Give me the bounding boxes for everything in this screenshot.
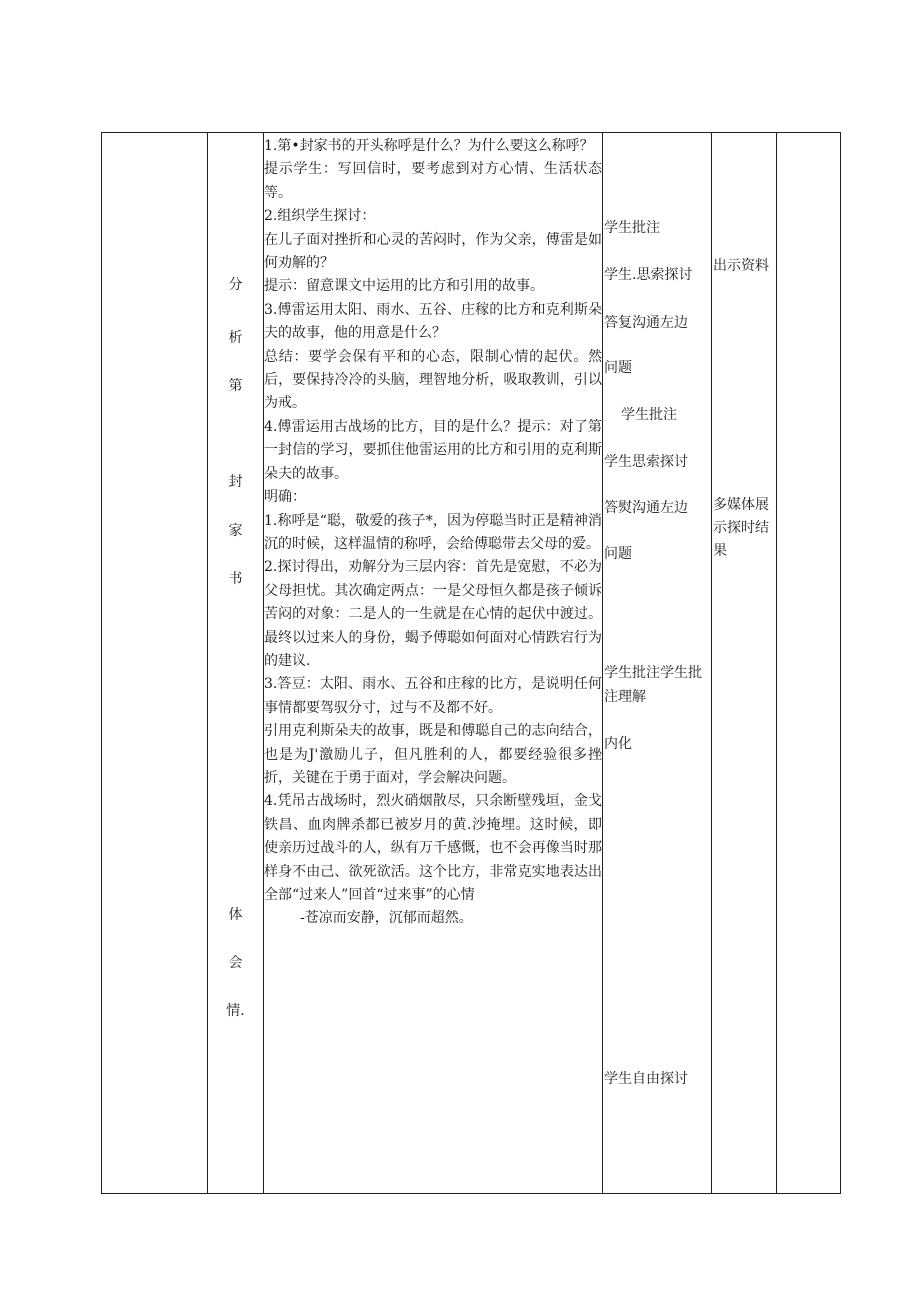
column-divider	[776, 133, 777, 1193]
content-line: 引用克利斯朵夫的故事，既是和傅聪自己的志向结合，也是为J'激励儿子，但凡胜利的人，都要经验很多挫折，关键在于勇于面对，学会解决问题。	[264, 723, 602, 786]
content-line: 总结：要学会保有平和的心态，限制心情的起伏。然后，要保持冷冷的头脑，理智地分析，吸取教训，引以为戒。	[264, 348, 602, 412]
content-line: 2.组织学生探讨：	[264, 208, 376, 225]
section-title-column	[208, 133, 263, 1193]
content-line: 2.探讨得出，劝解分为三层内容：首先是宽慰，不必为父母担忧。其次确定两点：一是父母恒久都是孩子倾诉苦闷的对象：二是人的一生就是在心情的起伏中渡过。最终以过来人的身份，蝎予傅聪如何面对心情跌宕行为的建议.	[264, 559, 602, 669]
student-activity-column	[603, 133, 711, 1193]
content-line: 在儿子面对挫折和心灵的苦闷时，作为父亲，傅雷是如何劝解的？	[264, 231, 602, 272]
student-note: 答复沟通左边	[604, 315, 688, 331]
teacher-media-column	[712, 133, 776, 1193]
content-line: 4.凭吊古战场时，烈火硝烟散尽，只余断壁残垣，金戈铁昌、血肉牌杀都已被岁月的黄.沙掩埋。这时候，即使亲历过战斗的人，纵有万千感慨，也不会再像当时那样身不由己、欲死欲活。这个比方，非常克实地表达出全部“过来人”回首“过来事”的心情	[264, 793, 602, 903]
section-title-char: 家	[228, 523, 243, 539]
teacher-note: 出示资料	[713, 258, 769, 274]
teaching-content	[264, 135, 602, 931]
student-note: 答熨沟通左边	[604, 500, 688, 516]
section-title-char: 体	[228, 907, 243, 923]
teaching-content-column	[264, 133, 602, 1193]
section-title-char: 书	[228, 571, 243, 587]
content-line: 3.答豆：太阳、雨水、五谷和庄稼的比方，是说明任何事情都要驾驭分寸，过与不及都不好。	[264, 676, 602, 716]
content-line: 1.称呼是“聪，敬爱的孩子*，因为停聪当时正是精神消沉的时候，这样温情的称呼，会给傅聪带去父母的爱。	[264, 512, 602, 552]
section-title-char: 析	[228, 330, 243, 346]
lesson-table	[101, 132, 841, 1194]
section-title-char: 封	[228, 474, 243, 490]
content-line: 3.傅雷运用太阳、雨水、五谷、庄稼的比方和克利斯朵夫的故事，他的用意是什么？	[264, 301, 602, 342]
student-note: 学生.思索探讨	[604, 267, 693, 283]
student-note: 学生自由探讨	[604, 1071, 688, 1087]
student-note: 注理解	[604, 689, 646, 705]
content-line: 1.第•封家书的开头称呼是什么？为什么要这么称呼？	[264, 138, 594, 154]
section-title-char: 第	[228, 378, 243, 394]
student-note: 问题	[604, 546, 632, 562]
content-line: 4.傅雷运用古战场的比方，目的是什么？提示：对了第一封信的学习，要抓住他雷运用的比方和引用的克利斯朵夫的故事。	[264, 418, 602, 482]
section-title-char: 分	[228, 277, 243, 293]
section-title-char: 会	[228, 955, 243, 971]
student-note: 学生批注	[621, 407, 677, 423]
teacher-note: 多媒体展示探时结果	[713, 497, 769, 559]
content-line: 提示：留意课文中运用的比方和引用的故事。	[264, 278, 544, 295]
student-note: 问题	[604, 360, 632, 376]
student-note: 学生思索探讨	[604, 454, 688, 470]
content-line: -苍凉而安静，沉郁而超然。	[300, 910, 473, 927]
student-note: 学生批注	[604, 220, 660, 236]
section-title-char: 情.	[226, 1003, 245, 1019]
student-note: 学生批注学生批	[604, 665, 702, 681]
content-line: 提示学生：写回信时，要考虑到对方心情、生活状态等。	[264, 161, 602, 201]
student-note: 内化	[604, 736, 632, 752]
content-line: 明确：	[264, 489, 306, 506]
